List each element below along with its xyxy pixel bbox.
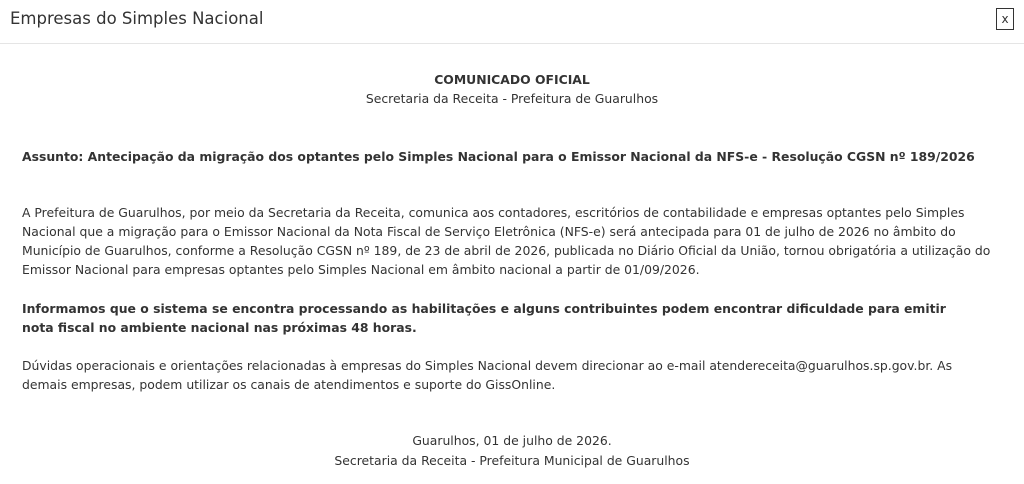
notice-subheading: Secretaria da Receita - Prefeitura de Guarulhos <box>365 91 659 106</box>
notice-paragraph-2: Informamos que o sistema se encontra processando as habilitações e alguns contribuintes podem encontrar dificuldade para emitir nota fiscal no ambiente nacional nas próximas 48 horas. <box>22 301 946 335</box>
close-button[interactable]: x <box>996 8 1014 30</box>
notice-footer-date: Guarulhos, 01 de julho de 2026. <box>412 433 612 448</box>
modal-header <box>0 0 1024 44</box>
notice-paragraph-1: A Prefeitura de Guarulhos, por meio da Secretaria da Receita, comunica aos contadores, escritórios de contabilidade e empresas optantes pelo Simples Nacional que a migração para o Emissor Nacional da Nota Fiscal de Serviço Eletrônica (NFS-e) será antecipada para 01 de julho de 2026 no âmbito do Município de Guarulhos, conforme a Resolução CGSN nº 189, de 23 de abril de 2026, publicada no Diário Oficial da União, tornou obrigatória a utilização do Emissor Nacional para empresas optantes pelo Simples Nacional em âmbito nacional a partir de 01/09/2026. <box>22 205 991 277</box>
notice-footer-org: Secretaria da Receita - Prefeitura Municipal de Guarulhos <box>334 453 690 468</box>
notice-paragraph-3: Dúvidas operacionais e orientações relacionadas à empresas do Simples Nacional devem direcionar ao e-mail atendereceita@guarulhos.sp.gov.br. As demais empresas, podem utilizar os canais de atendimentos e suporte do GissOnline. <box>22 358 953 392</box>
notice-heading: COMUNICADO OFICIAL <box>434 72 590 87</box>
notice-subject: Assunto: Antecipação da migração dos optantes pelo Simples Nacional para o Emissor Nacional da NFS-e - Resolução CGSN nº 189/2026 <box>22 149 975 164</box>
modal-title: Empresas do Simples Nacional <box>10 9 264 28</box>
